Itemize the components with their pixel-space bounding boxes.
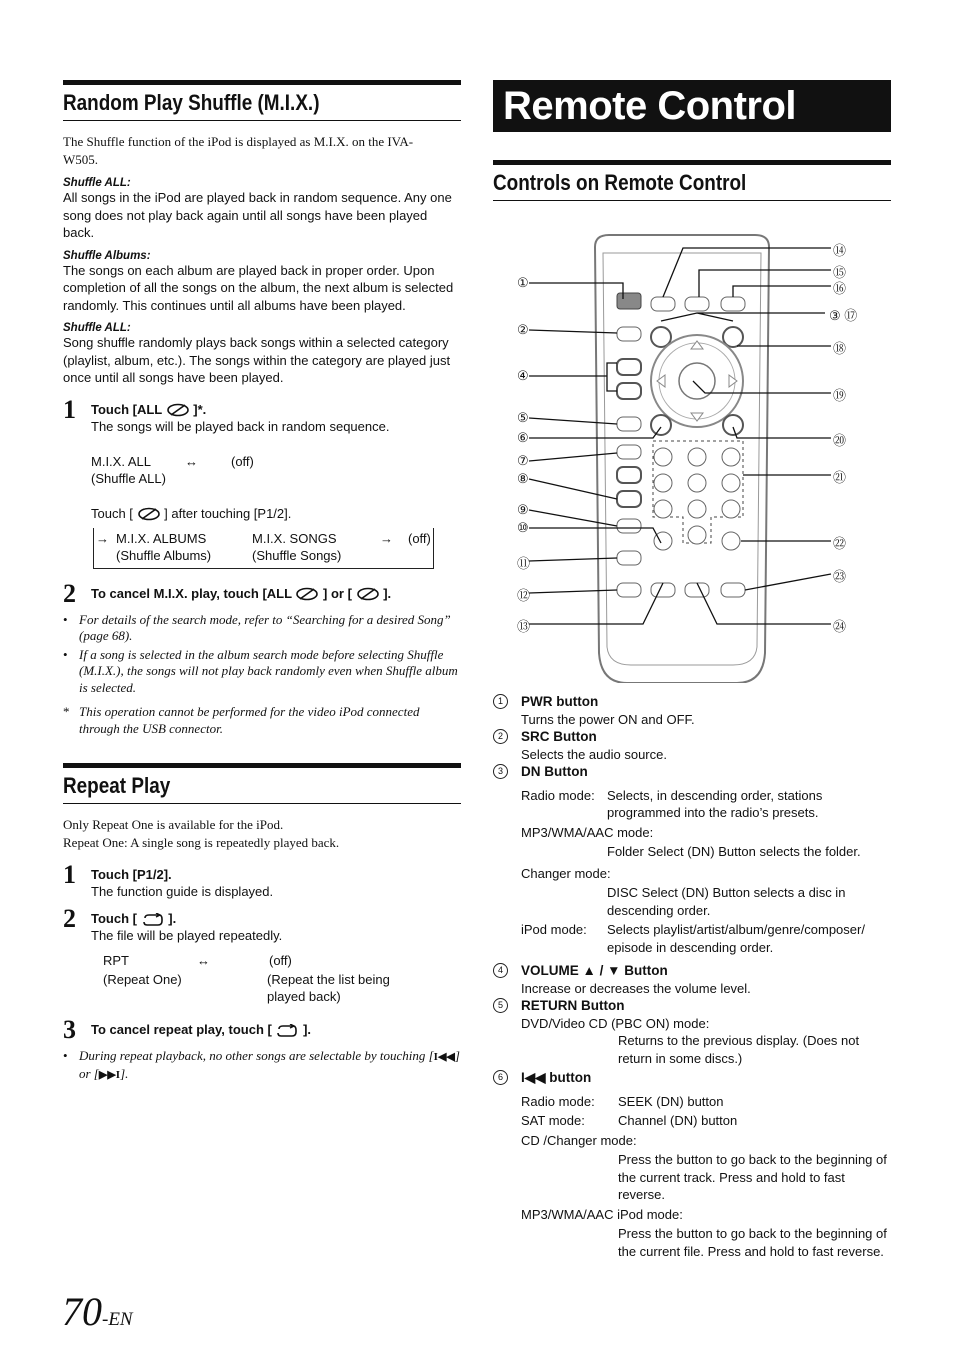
shuffle-all-block: Shuffle ALL: All songs in the iPod are played back in random sequence. Any one song does not play back again until all songs have been played back. xyxy=(63,177,452,240)
remote-illustration xyxy=(493,213,891,683)
repeat-step-3: 3 To cancel repeat play, touch [ ]. xyxy=(63,1015,312,1044)
volume-up-icon: ▲ xyxy=(582,963,596,978)
next-track-icon: ▶▶I xyxy=(98,1068,121,1081)
repeat-icon xyxy=(141,913,165,927)
shuffle-icon xyxy=(356,587,380,601)
prev-item: 6 I◀◀ button Radio mode: SEEK (DN) button SAT mode: Channel (DN) button CD /Changer mode: Press the button to go back to the beginning of the current track. Press and hold to fast reverse. MP3/WMA/AAC iPod mode: Press the button to go back to the beginning of the current file. Press and hold to fast reverse. xyxy=(493,1069,891,1260)
repeat-cycle: RPT ↔ (off) xyxy=(103,953,292,968)
callout-10: ⑩ xyxy=(517,520,529,535)
return-item: 5 RETURN Button DVD/Video CD (PBC ON) mode: Returns to the previous display. (Does not return in some discs.) xyxy=(493,997,891,1067)
dn-item: 3 DN Button Radio mode: Selects, in descending order, stations programmed into the radio’s presets. MP3/WMA/AAC mode: Folder Select (DN) Button selects the folder. Changer mode: DISC Select (DN) Button selects a disc in descending order. iPod mode: Selects playlist/artist/album/genre/composer/ episode in descending order. xyxy=(493,763,891,956)
prev-track-icon: I◀◀ xyxy=(521,1070,546,1085)
callout-22: ㉒ xyxy=(833,536,847,551)
callout-5: ⑤ xyxy=(517,410,529,425)
callout-11: ⑪ xyxy=(517,556,531,571)
callout-24: ㉔ xyxy=(833,619,847,634)
callout-19: ⑲ xyxy=(833,388,847,403)
callout-20: ⑳ xyxy=(833,433,847,448)
callout-12: ⑫ xyxy=(517,588,531,603)
shuffle-category-block: Shuffle ALL: Song shuffle randomly plays back songs within a selected category (playlist, album, etc.). The songs within the category are played just once until all songs have been played. xyxy=(63,322,451,385)
pwr-item: 1 PWR button Turns the power ON and OFF. xyxy=(493,693,891,728)
mix-cycle-box: → M.I.X. ALBUMS M.I.X. SONGS → (off) (Shuffle Albums) (Shuffle Songs) xyxy=(93,528,434,569)
repeat-icon xyxy=(275,1024,299,1038)
callout-1: ① xyxy=(517,275,529,290)
callout-23: ㉓ xyxy=(833,569,847,584)
callout-13: ⑬ xyxy=(517,619,531,634)
callout-6: ⑥ xyxy=(517,430,529,445)
repeat-note: • During repeat playback, no other songs are selectable by touching [I◀◀] or [▶▶I]. xyxy=(63,1048,460,1081)
shuffle-icon xyxy=(137,507,161,521)
callout-14: ⑭ xyxy=(833,243,847,258)
callout-2: ② xyxy=(517,322,529,337)
prev-track-icon: I◀◀ xyxy=(433,1051,455,1063)
page-title: Remote Control xyxy=(493,80,891,132)
callout-7: ⑦ xyxy=(517,453,529,468)
button-descriptions xyxy=(493,693,891,1260)
repeat-step-1: 1 Touch [P1/2]. The function guide is displayed. xyxy=(63,860,274,899)
right-column xyxy=(493,80,891,1260)
src-item: 2 SRC Button Selects the audio source. xyxy=(493,728,891,763)
shuffle-albums-block: Shuffle Albums: The songs on each album are played back in proper order. Upon completion of all the songs on the album, the next album is selected randomly. This continues until all albums have been played. xyxy=(63,249,454,313)
repeat-section-heading: Repeat Play xyxy=(63,763,461,804)
callout-18: ⑱ xyxy=(833,341,847,356)
controls-section-heading: Controls on Remote Control xyxy=(493,160,891,201)
callout-8: ⑧ xyxy=(517,471,529,486)
shuffle-section-heading: Random Play Shuffle (M.I.X.) xyxy=(63,80,461,121)
remote-diagram xyxy=(493,213,891,683)
left-column: Random Play Shuffle (M.I.X.) The Shuffle function of the iPod is displayed as M.I.X. on the IVA-W505. Shuffle ALL: All songs in the iPod are played back in random sequence. Any one song does not play back again until all songs have been played back. Shuffle Albums: The songs on each album are played back in proper order. Upon completion of all the songs on the album, the next album is selected randomly. This continues until all albums have been played. Shuffle ALL: Song shuffle randomly plays back songs within a selected category (playlist, album, etc.). The songs within the category are played just once until all songs have been played. 1 Touch [ALL ]*. The songs will be played back in random sequence. M.I.X. ALL ↔ (off) (Shuffle ALL) Touch [ ] after touching [P1/2]. → M.I.X. ALBUMS M.I.X. SONGS → (off) (Shuffle Albums) (Shuffle Songs) 2 To cancel M.I.X. play, touch [ALL ] or [ ]. • For details of the search mode, refer to “Searching for a desired Song” (page 68). • If a song is selected in the album search mode before selecting Shuffle (M.I.X.), the songs will not play back randomly even when Shuffle album is selected. * This operation cannot be performed for the video iPod connected through the USB connector. Repeat Play Only Repeat One is available for the iPod. Repeat One: A single song is repeatedly played back. 1 Touch [P1/2]. The function guide is displayed. 2 Touch [ ]. The file will be played repeatedly. RPT ↔ (off) (Repeat One) (Repeat the list being played back) 3 To cancel repeat play, touch [ ]. • During repeat playback, no other songs are selectable by touching [I◀◀] or [▶▶I]. xyxy=(63,80,461,1083)
shuffle-intro: The Shuffle function of the iPod is displayed as M.I.X. on the IVA-W505. xyxy=(63,134,414,167)
shuffle-icon xyxy=(166,403,190,417)
callout-16: ⑯ xyxy=(833,281,847,296)
shuffle-icon xyxy=(295,587,319,601)
repeat-step-2: 2 Touch [ ]. The file will be played repeatedly. RPT ↔ (off) (Repeat One) (Repeat the list being played back) xyxy=(63,910,461,1005)
volume-item: 4 VOLUME ▲ / ▼ Button Increase or decreases the volume level. xyxy=(493,962,891,997)
callout-15: ⑮ xyxy=(833,265,847,280)
volume-down-icon: ▼ xyxy=(607,963,621,978)
callout-9: ⑨ xyxy=(517,502,529,517)
page-number: 70-EN xyxy=(62,1289,133,1334)
callout-4: ④ xyxy=(517,368,529,383)
shuffle-notes: • For details of the search mode, refer to “Searching for a desired Song” (page 68). • If a song is selected in the album search mode before selecting Shuffle (M.I.X.), the songs will not play back randomly even when Shuffle album is selected. * This operation cannot be performed for the video iPod connected through the USB connector. xyxy=(63,611,458,736)
callout-21: ㉑ xyxy=(833,470,847,485)
shuffle-step-1: 1 Touch [ALL ]*. The songs will be played back in random sequence. M.I.X. ALL ↔ (off) (Shuffle ALL) Touch [ ] after touching [P1/2]. → M.I.X. ALBUMS M.I.X. SONGS → (off) (Shuffle Albums) (Shuffle Songs) xyxy=(63,401,461,569)
mix-all-cycle: M.I.X. ALL ↔ (off) xyxy=(91,453,254,469)
callout-3-17: ③ ⑰ xyxy=(829,308,858,323)
shuffle-step-2: 2 To cancel M.I.X. play, touch [ALL ] or [ ]. xyxy=(63,578,392,608)
